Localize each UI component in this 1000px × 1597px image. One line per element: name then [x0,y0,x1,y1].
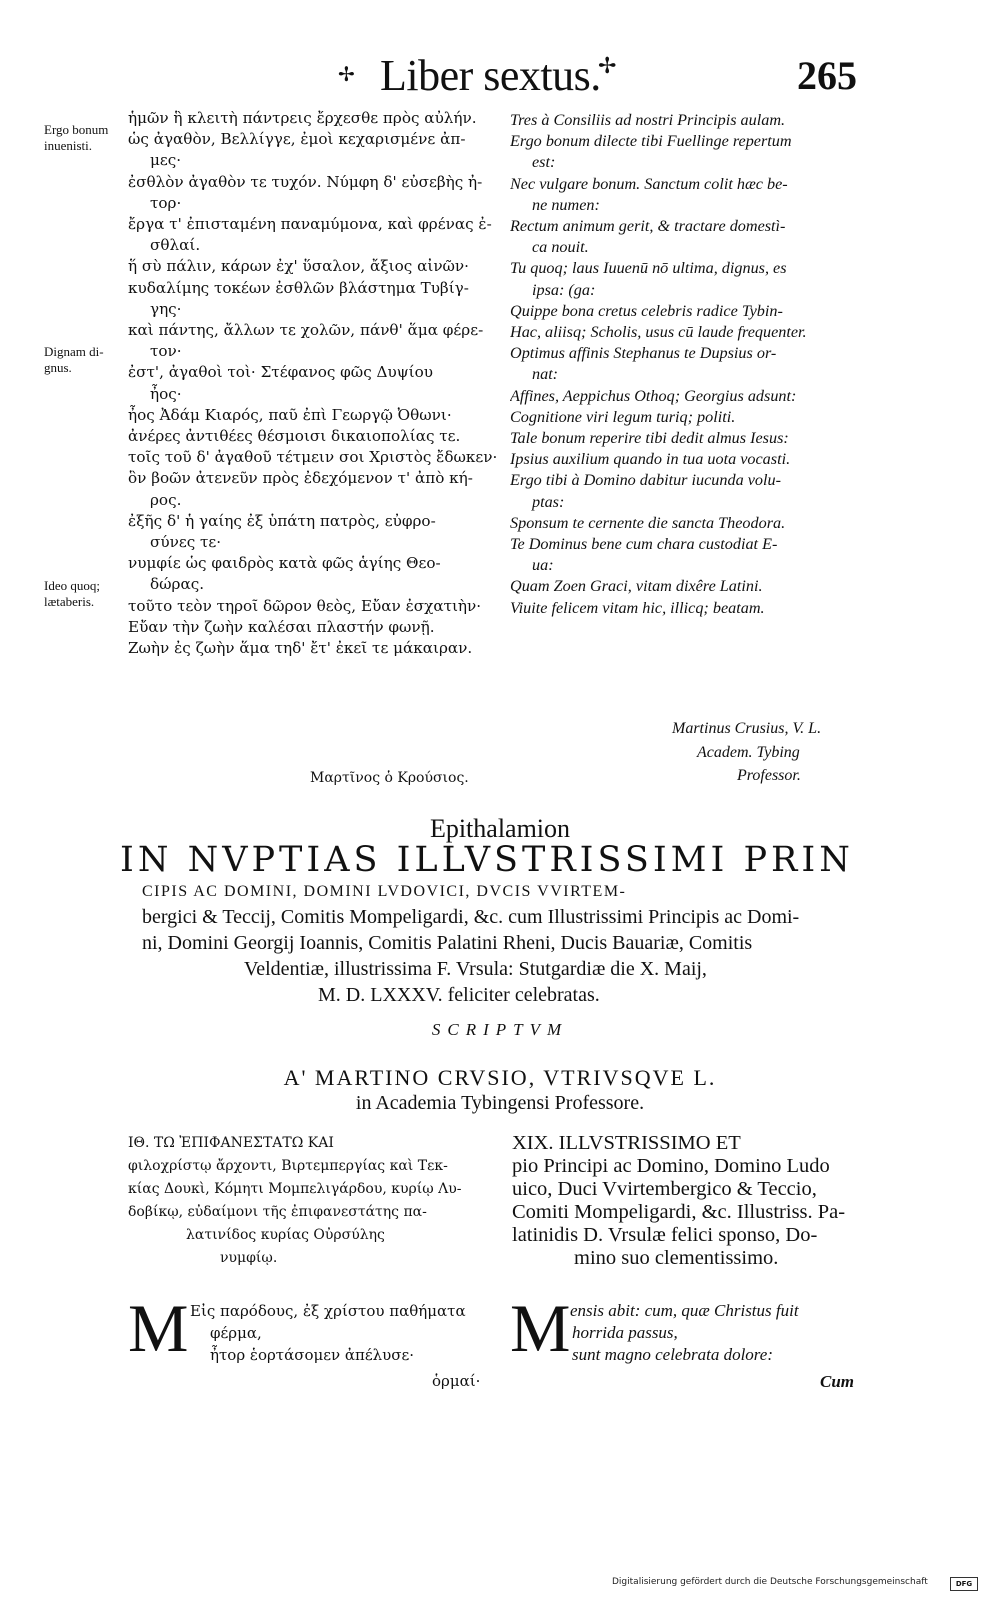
epithalamion-body-line: Veldentiæ, illustrissima F. Vrsula: Stutgardiæ die X. Maij, [244,958,707,980]
greek-drop-cap: M [128,1290,189,1366]
latin-dedication: XIX. ILLVSTRISSIMO ET pio Principi ac Domino, Domino Ludo uico, Duci Vvirtembergico & Teccio, Comiti Mompeligardi, &c. Illustriss. Pa- latinidis D. Vrsulæ felici sponso, Do- mino suo clementissimo. [512,1132,846,1269]
running-head-ornament-right-icon: ✢ [598,54,617,79]
latin-signature-name: Martinus Crusius, V. L. [672,720,822,737]
marginal-gloss: Ideo quoq; lætaberis. [44,578,100,609]
professor-line: in Academia Tybingensi Professore. [355,1092,645,1114]
greek-poem-opening: Εἰς παρόδους, ἐξ χρίστου παθήματα φέρμα, ἦτορ ἑορτάσομεν ἀπέλυσε· [190,1302,466,1364]
digitization-footer: Digitalisierung gefördert durch die Deutsche Forschungsgemeinschaft [612,1577,928,1587]
greek-signature: Μαρτῖνος ὁ Κρούσιος. [310,770,469,786]
scriptum-label: SCRIPTVM [431,1020,569,1039]
greek-catchword: ὁρμαί· [432,1372,481,1390]
dfg-logo-icon: DFG [950,1577,978,1591]
latin-catchword: Cum [820,1372,855,1391]
greek-poem-column: ἡμῶν ἣ κλειτὴ πάντρεις ἔρχεσθε πρὸς αὐλήν. ὡς ἀγαθὸν, Βελλίγγε, ἐμοὶ κεχαρισμένε ἀπ- μες· ἐσθλὸν ἀγαθὸν τε τυχόν. Νύμφη δ' εὐσεβὴς ἠ- τορ· ἔργα τ' ἐπισταμένη παναμύμονα, καὶ φρένας ἐ- σθλαί. ἥ σὺ πάλιν, κάρων ἐχ' ὕσαλον, ἄξιος αἰνῶν· κυδαλίμης τοκέων ἐσθλῶν βλάστημα Τυβίγ- γης· καὶ πάντης, ἄλλων τε χολῶν, πάνθ' ἅμα φέρε- τον· ἐστ', ἀγαθοὶ τοὶ· Στέφανος φῶς Δυψίου ἦος· ἦος Ἀδάμ Κιαρός, παῦ ἐπὶ Γεωργῷ Ὀθωνι· ἀνέρες ἀντιθέες θέσμοισι δικαιοπολίας τε. τοῖς τοῦ δ' ἀγαθοῦ τέτμειν σοι Χριστὸς ἔδωκεν· ὃν βοῶν ἀτενεῦν πρὸς ἐδεχόμενον τ' ἀπὸ κή- ρος. ἐξῆς δ' ἡ γαίης ἐξ ὑπάτη πατρὸς, εὐφρο- σύνες τε· νυμφίε ὡς φαιδρὸς κατὰ φῶς ἁγίης Θεο- δώρας. τοῦτο τεὸν τηροῖ δῶρον θεὸς, Εὔαν ἐσχατιὴν· Εὔαν τὴν ζωὴν καλέσαι πλαστήν φωνῇ. Ζωὴν ἐς ζωὴν ἅμα τηδ' ἔτ' ἐκεῖ τε μάκαιραν. [128,109,498,658]
epithalamion-heading: Epithalamion [429,814,571,843]
marginal-gloss: Ergo bonum inuenisti. [44,122,109,153]
latin-poem-column: Tres à Consiliis ad nostri Principis aulam. Ergo bonum dilecte tibi Fuellinge repertum est: Nec vulgare bonum. Sanctum colit hæc be- ne numen: Rectum animum gerit, & tractare domestì- ca nouit. Tu quoq; laus Iuuenū nō ultima, dignus, es ipsa: (ga: Quippe bona cretus celebris radice Tybin- Hac, aliisq; Scholis, usus cū laude frequenter. Optimus affinis Stephanus te Dupsius or- nat: Affines, Aeppichus Othoq; Georgius adsunt: Cognitione viri legum turiq; politi. Tale bonum reperire tibi dedit almus Iesus: Ipsius auxilium quando in tua uota vocasti. Ergo tibi à Domino dabitur iucunda volu- ptas: Sponsum te cernente die sancta Theodora. Te Dominus bene cum chara custodiat E- ua: Quam Zoen Graci, vitam dixêre Latini. Viuite felicem vitam hic, illicq; beatam. [510,111,807,617]
latin-signature-academy: Academ. Tybing [697,744,800,761]
author-line: A' MARTINO CRVSIO, VTRIVSQVE L. [283,1065,717,1090]
epithalamion-title: IN NVPTIAS ILLVSTRISSIMI PRIN [120,840,854,880]
epithalamion-body-line: bergici & Teccij, Comitis Mompeligardi, &c. cum Illustrissimi Principis ac Domi- [142,906,800,928]
epithalamion-body-line: M. D. LXXXV. feliciter celebratas. [318,984,600,1006]
greek-dedication: ΙΘ. ΤΩ ἘΠΙΦΑΝΕΣΤΑΤΩ ΚΑΙ φιλοχρίστῳ ἄρχοντι, Βιρτεμπεργίας καὶ Τεκ- κίας Δουκὶ, Κόμητι Μομπελιγάρδου, κυρίῳ Λυ- δοβίκῳ, εὐδαίμονι τῆς ἐπιφανεστάτης πα- λατινίδος κυρίας Οὐρσύλης νυμφίῳ. [128,1135,462,1266]
epithalamion-body-line: CIPIS AC DOMINI, DOMINI LVDOVICI, DVCIS VVIRTEM- [142,883,627,900]
epithalamion-body-line: ni, Domini Georgij Ioannis, Comitis Palatini Rheni, Ducis Bauariæ, Comitis [142,932,753,954]
latin-poem-opening: ensis abit: cum, quæ Christus fuit horrida passus, sunt magno celebrata dolore: [570,1301,799,1364]
latin-signature-title: Professor. [737,767,801,784]
running-head: Liber sextus. [380,51,601,100]
page-number: 265 [797,53,857,98]
running-head-ornament-icon: ✢ [338,62,355,86]
marginal-gloss: Dignam di- gnus. [44,344,104,375]
latin-drop-cap: M [510,1290,571,1366]
